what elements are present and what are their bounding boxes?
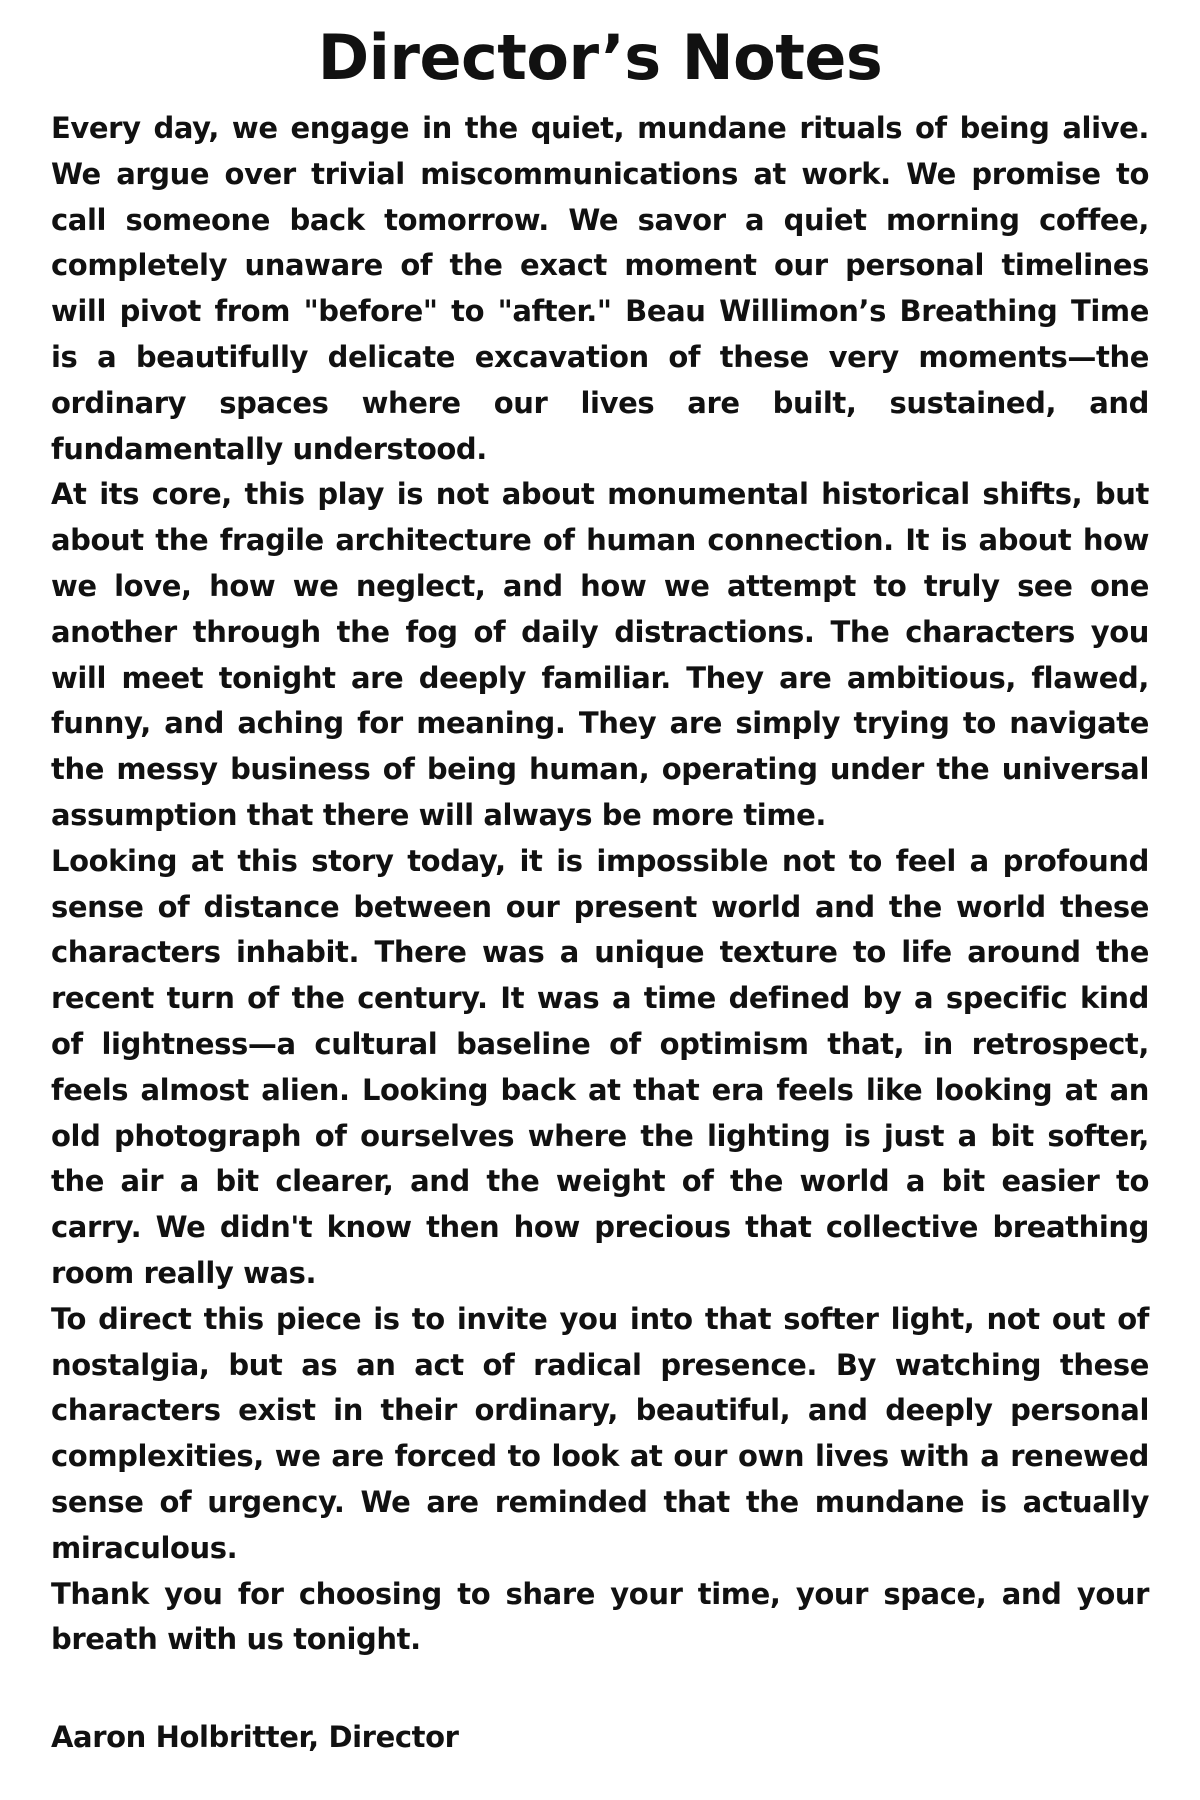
- paragraph-core: At its core, this play is not about monumental historical shifts, but about the fragile architecture of human connection. It is about how we love, how we neglect, and how we attempt to truly see one another through the fog of daily distractions. The characters you will meet tonight are deeply familiar. They are ambitious, flawed, funny, and aching for meaning. They are simply trying to navigate the messy business of being human, operating under the universal assumption that there will always be more time.: [51, 477, 1149, 832]
- page-title: Director’s Notes: [317, 21, 883, 94]
- paragraph-distance: Looking at this story today, it is impossible not to feel a profound sense of distance between our present world and the world these characters inhabit. There was a unique texture to life around the recent turn of the century. It was a time defined by a specific kind of lightness—a cultural baseline of optimism that, in retrospect, feels almost alien. Looking back at that era feels like looking at an old photograph of ourselves where the lighting is just a bit softer, the air a bit clearer, and the weight of the world a bit easier to carry. We didn't know then how precious that collective breathing room really was.: [51, 843, 1149, 1290]
- notes-body: [51, 106, 1149, 1663]
- paragraph-direction: To direct this piece is to invite you into that softer light, not out of nostalgia, but as an act of radical presence. By watching these characters exist in their ordinary, beautiful, and deeply personal complexities, we are forced to look at our own lives with a renewed sense of urgency. We are reminded that the mundane is actually miraculous.: [51, 1301, 1149, 1565]
- paragraph-opening: Every day, we engage in the quiet, mundane rituals of being alive. We argue over trivial miscommunications at work. We promise to call someone back tomorrow. We savor a quiet morning coffee, completely unaware of the exact moment our personal timelines will pivot from "before" to "after." Beau Willimon’s Breathing Time is a beautifully delicate excavation of these very moments—the ordinary spaces where our lives are built, sustained, and fundamentally understood.: [51, 111, 1149, 466]
- director-signature: Aaron Holbritter, Director: [51, 1720, 459, 1754]
- paragraph-thanks: Thank you for choosing to share your time, your space, and your breath with us tonight.: [51, 1576, 1149, 1657]
